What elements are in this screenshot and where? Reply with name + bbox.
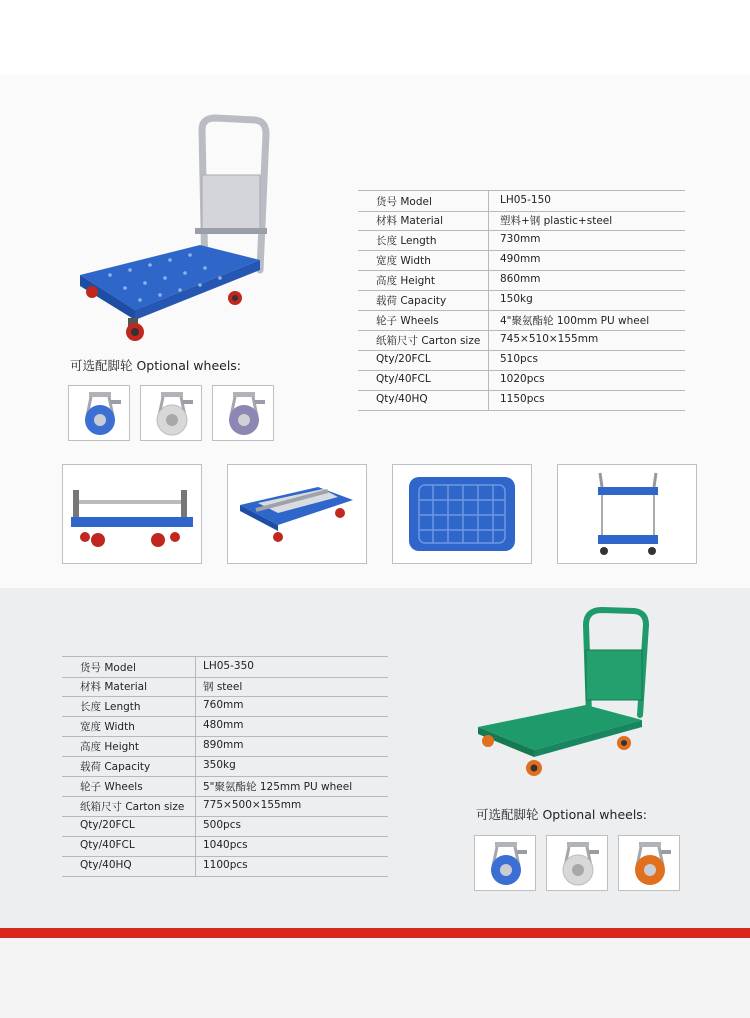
spec-value: 4"聚氨酯轮 100mm PU wheel	[500, 315, 650, 327]
spec-row	[358, 250, 685, 271]
spec-label: Qty/40HQ	[80, 859, 132, 871]
spec-row	[62, 656, 388, 678]
spec-row	[358, 210, 685, 231]
spec-value: 500pcs	[203, 819, 241, 831]
spec-label: 纸箱尺寸 Carton size	[376, 335, 481, 347]
spec-row	[62, 716, 388, 737]
spec-row	[358, 270, 685, 291]
spec-label: Qty/20FCL	[80, 819, 135, 831]
spec-row	[358, 390, 685, 411]
spec-value: 塑料+钢 plastic+steel	[500, 215, 613, 227]
spec-row	[358, 370, 685, 391]
product2-wheel-option-orange	[618, 835, 680, 891]
spec-row	[62, 776, 388, 797]
spec-row	[62, 836, 388, 857]
detail-photo-side-view	[62, 464, 202, 564]
spec-label: Qty/40FCL	[376, 373, 431, 385]
product1-wheel-option-purple	[212, 385, 274, 441]
spec-label: 宽度 Width	[376, 255, 431, 267]
spec-row	[62, 676, 388, 697]
spec-value: 钢 steel	[203, 681, 243, 693]
spec-value: 1100pcs	[203, 859, 248, 871]
spec-label: 货号 Model	[376, 196, 432, 208]
product2-image	[474, 605, 654, 780]
spec-value: 510pcs	[500, 353, 538, 365]
spec-row	[62, 756, 388, 777]
detail-photo-two-tier-cart	[557, 464, 697, 564]
spec-label: 轮子 Wheels	[80, 781, 143, 793]
spec-row	[62, 696, 388, 717]
spec-label: Qty/20FCL	[376, 353, 431, 365]
detail-photo-folded-trolley	[227, 464, 367, 564]
spec-value: 1020pcs	[500, 373, 545, 385]
spec-value: 775×500×155mm	[203, 799, 302, 811]
spec-label: Qty/40FCL	[80, 839, 135, 851]
spec-label: 宽度 Width	[80, 721, 135, 733]
spec-row	[62, 736, 388, 757]
product1-spec-table	[358, 190, 685, 412]
spec-label: 轮子 Wheels	[376, 315, 439, 327]
spec-row	[358, 230, 685, 251]
spec-label: 纸箱尺寸 Carton size	[80, 801, 185, 813]
spec-label: 材料 Material	[376, 215, 443, 227]
spec-row	[358, 310, 685, 331]
spec-row	[62, 856, 388, 877]
product2-wheel-option-blue	[474, 835, 536, 891]
spec-value: 1150pcs	[500, 393, 545, 405]
spec-label: 材料 Material	[80, 681, 147, 693]
spec-value: 860mm	[500, 273, 541, 285]
top-band	[0, 0, 750, 75]
spec-label: 高度 Height	[80, 741, 140, 753]
spec-label: Qty/40HQ	[376, 393, 428, 405]
detail-photo-deck-underside	[392, 464, 532, 564]
spec-label: 长度 Length	[80, 701, 141, 713]
spec-value: 5"聚氨酯轮 125mm PU wheel	[203, 781, 353, 793]
red-divider-bar	[0, 928, 750, 938]
bottom-band	[0, 938, 750, 1018]
product2-wheel-option-grey	[546, 835, 608, 891]
spec-value: 490mm	[500, 253, 541, 265]
spec-value: 745×510×155mm	[500, 333, 599, 345]
spec-value: 890mm	[203, 739, 244, 751]
product1-image	[70, 110, 270, 345]
spec-value: 730mm	[500, 233, 541, 245]
spec-row	[358, 290, 685, 311]
spec-value: LH05-350	[203, 660, 254, 672]
spec-label: 高度 Height	[376, 275, 436, 287]
spec-row	[358, 330, 685, 351]
spec-value: 480mm	[203, 719, 244, 731]
spec-row	[62, 796, 388, 817]
spec-row	[358, 190, 685, 212]
spec-value: 150kg	[500, 293, 533, 305]
product1-wheel-option-grey	[140, 385, 202, 441]
spec-row	[62, 816, 388, 837]
spec-label: 货号 Model	[80, 662, 136, 674]
spec-label: 载荷 Capacity	[80, 761, 151, 773]
product2-optional-wheels-label: 可选配脚轮 Optional wheels:	[476, 807, 648, 822]
spec-value: 350kg	[203, 759, 236, 771]
spec-label: 载荷 Capacity	[376, 295, 447, 307]
spec-row	[358, 350, 685, 371]
spec-value: LH05-150	[500, 194, 551, 206]
spec-label: 长度 Length	[376, 235, 437, 247]
product1-optional-wheels-label: 可选配脚轮 Optional wheels:	[70, 358, 242, 373]
product1-wheel-option-blue	[68, 385, 130, 441]
product2-spec-table	[62, 656, 388, 876]
spec-value: 760mm	[203, 699, 244, 711]
spec-value: 1040pcs	[203, 839, 248, 851]
